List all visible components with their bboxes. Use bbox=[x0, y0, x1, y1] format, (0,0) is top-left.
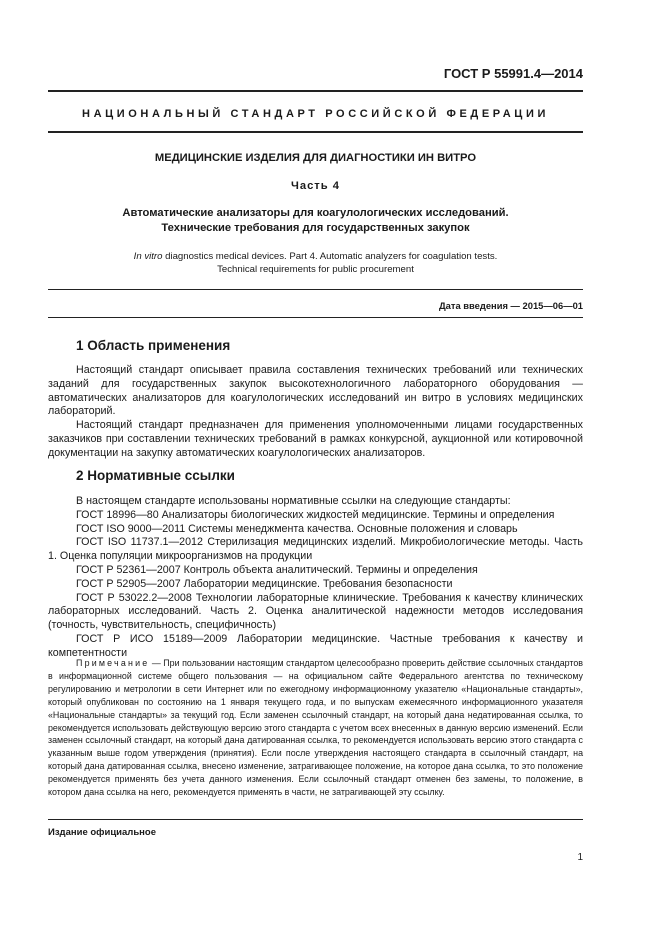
footer-rule bbox=[48, 819, 583, 820]
note-text: — При пользовании настоящим стандартом целесообразно проверить действие ссылочных стандартов в информационной системе общего пользования — на официальном сайте Федерального агентства по техническому регулированию и метрологии в сети Интернет или по ежегодному информационному указателю «Национальные стандарты», который опубликован по состоянию на 1 января текущего года, и по выпускам ежемесячного информационного указателя «Национальные стандарты» за текущий год. Если заменен ссылочный стандарт, на который дана недатированная ссылка, то рекомендуется использовать действующую версию этого стандарта с учетом всех внесенных в данную версию изменений. Если заменен ссылочный стандарт, на который дана датированная ссылка, то рекомендуется использовать версию этого стандарта с указанным выше годом утверждения (принятия). Если после утверждения настоящего стандарта в ссылочный стандарт, на который дана датированная ссылка, внесено изменение, затрагивающее положение, на которое дана ссылка, то это положение рекомендуется применять без учета данного изменения. Если ссылочный стандарт отменен без замены, то положение, в котором дана ссылка на него, рекомендуется применять в части, не затрагивающей эту ссылку. bbox=[48, 658, 583, 798]
english-title-italic: In vitro bbox=[133, 251, 163, 262]
section-1-paragraph: Настоящий стандарт предназначен для применения уполномоченными лицами государственных заказчиков при составлении технических требований в рамках конкурсной, аукционной или котировочной документации на закупку автоматических коагулологических анализаторов. bbox=[48, 419, 583, 459]
date-rule bbox=[48, 317, 583, 318]
note-label: Примечание bbox=[76, 658, 150, 668]
reference-item: ГОСТ Р 53022.2—2008 Технологии лабораторные клинические. Требования к качеству клинических лабораторных исследований. Часть 2. Оценка аналитической надежности методов исследования (точность, чувствительность, специфичность) bbox=[48, 591, 583, 632]
section-2-heading: 2 Нормативные ссылки bbox=[76, 468, 235, 483]
section-1-paragraph: Настоящий стандарт описывает правила составления технических требований или технических заданий для государственных закупок высокотехнологичного лабораторного оборудования — автоматических анализаторов для коагулологических исследований ин витро в условиях медицинских лабораторий. bbox=[48, 364, 583, 418]
english-title bbox=[48, 250, 583, 276]
english-title-line-2: Technical requirements for public procurement bbox=[217, 264, 414, 275]
section-1-body bbox=[48, 364, 583, 461]
official-edition-label: Издание официальное bbox=[48, 827, 156, 838]
english-title-line-1: diagnostics medical devices. Part 4. Automatic analyzers for coagulation tests. bbox=[162, 251, 498, 262]
standard-title: МЕДИЦИНСКИЕ ИЗДЕЛИЯ ДЛЯ ДИАГНОСТИКИ ИН ВИТРО bbox=[154, 152, 477, 164]
document-number: ГОСТ Р 55991.4—2014 bbox=[443, 66, 583, 81]
reference-item: ГОСТ Р 52905—2007 Лаборатории медицинские. Требования безопасности bbox=[76, 577, 453, 590]
standard-subtitle bbox=[48, 206, 583, 236]
references-note bbox=[48, 657, 583, 799]
section-2-body bbox=[48, 495, 583, 661]
reference-item: ГОСТ ISO 9000—2011 Системы менеджмента качества. Основные положения и словарь bbox=[76, 522, 518, 535]
section-1-heading: 1 Область применения bbox=[76, 338, 231, 353]
page-number: 1 bbox=[577, 852, 583, 863]
banner-rule bbox=[48, 131, 583, 133]
title-rule bbox=[48, 289, 583, 290]
subtitle-line-2: Технические требования для государственных закупок bbox=[161, 222, 470, 234]
reference-item: ГОСТ Р 52361—2007 Контроль объекта аналитический. Термины и определения bbox=[76, 563, 478, 576]
references-intro: В настоящем стандарте использованы нормативные ссылки на следующие стандарты: bbox=[76, 495, 511, 507]
header-rule bbox=[48, 90, 583, 92]
reference-item: ГОСТ 18996—80 Анализаторы биологических жидкостей медицинские. Термины и определения bbox=[76, 508, 555, 521]
subtitle-line-1: Автоматические анализаторы для коагулологических исследований. bbox=[122, 207, 509, 219]
reference-item: ГОСТ ISO 11737.1—2012 Стерилизация медицинских изделий. Микробиологические методы. Часть 1. Оценка популяции микроорганизмов на продукции bbox=[48, 536, 583, 563]
reference-item: ГОСТ Р ИСО 15189—2009 Лаборатории медицинские. Частные требования к качеству и компетентности bbox=[48, 632, 583, 659]
introduction-date: Дата введения — 2015—06—01 bbox=[438, 300, 583, 311]
national-standard-banner: НАЦИОНАЛЬНЫЙ СТАНДАРТ РОССИЙСКОЙ ФЕДЕРАЦИИ bbox=[82, 108, 549, 120]
part-number: Часть 4 bbox=[291, 180, 340, 192]
